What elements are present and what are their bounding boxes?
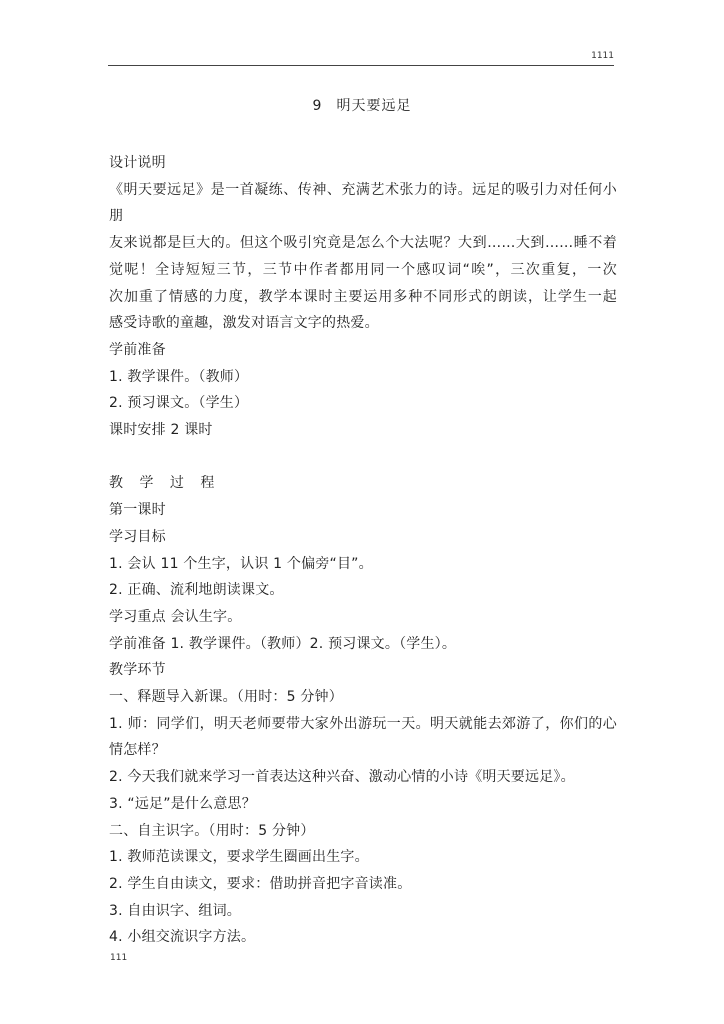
prep-item: 1. 教学课件。（教师）: [109, 368, 249, 385]
step-item: 3. “远足”是什么意思？: [109, 795, 256, 812]
design-paragraph-line: 友来说都是巨大的。但这个吸引究竟是怎么个大法呢？大到……大到……睡不着: [109, 235, 617, 252]
step-heading: 一、释题导入新课。（用时：5 分钟）: [109, 689, 343, 706]
spacer: [109, 444, 617, 471]
design-paragraph-line: 《明天要远足》是一首凝练、传神、充满艺术张力的诗。远足的吸引力对任何小朋: [109, 181, 617, 225]
prep-heading: 学前准备: [109, 341, 166, 358]
lesson-title: 明天要远足: [336, 98, 412, 114]
document-body: [109, 150, 617, 951]
goal-item: 2. 正确、流利地朗读课文。: [109, 582, 284, 599]
goals-heading: 学习目标: [109, 528, 166, 545]
process-heading: 教 学 过 程: [109, 475, 221, 492]
prep-line: 学前准备 1. 教学课件。（教师）2. 预习课文。（学生）。: [109, 635, 457, 652]
design-paragraph-line: 觉呢！全诗短短三节，三节中作者都用同一个感叹词“唉”，三次重复，一次: [109, 261, 617, 278]
header-divider: [108, 65, 614, 66]
step-item: 1. 教师范读课文，要求学生圈画出生字。: [109, 849, 369, 866]
design-heading: 设计说明: [109, 155, 166, 171]
schedule-line: 课时安排 2 课时: [109, 422, 213, 439]
step-item: 2. 今天我们就来学习一首表达这种兴奋、激动心情的小诗《明天要远足》。: [109, 769, 575, 786]
design-paragraph-line: 感受诗歌的童趣，激发对语言文字的热爱。: [109, 315, 379, 332]
step-item: 2. 学生自由读文，要求：借助拼音把字音读准。: [109, 875, 412, 892]
header-page-code: 1111: [591, 51, 614, 61]
step-item: 3. 自由识字、组词。: [109, 902, 242, 919]
step-item: 情怎样？: [109, 742, 166, 759]
lesson-number: 9: [312, 98, 323, 114]
step-heading: 二、自主识字。（用时：5 分钟）: [109, 822, 315, 839]
steps-heading: 教学环节: [109, 662, 166, 679]
step-item: 1. 师：同学们，明天老师要带大家外出游玩一天。明天就能去郊游了，你们的心: [109, 715, 617, 732]
design-paragraph-line: 次加重了情感的力度，教学本课时主要运用多种不同形式的朗读，让学生一起: [109, 288, 617, 305]
goal-item: 1. 会认 11 个生字，认识 1 个偏旁“目”。: [109, 555, 373, 572]
step-item: 4. 小组交流识字方法。: [109, 929, 256, 946]
prep-item: 2. 预习课文。（学生）: [109, 395, 249, 412]
lesson-heading: 第一课时: [109, 502, 166, 519]
footer-page-number: 111: [110, 953, 128, 963]
focus-line: 学习重点 会认生字。: [109, 608, 242, 625]
page-title: [0, 95, 724, 115]
